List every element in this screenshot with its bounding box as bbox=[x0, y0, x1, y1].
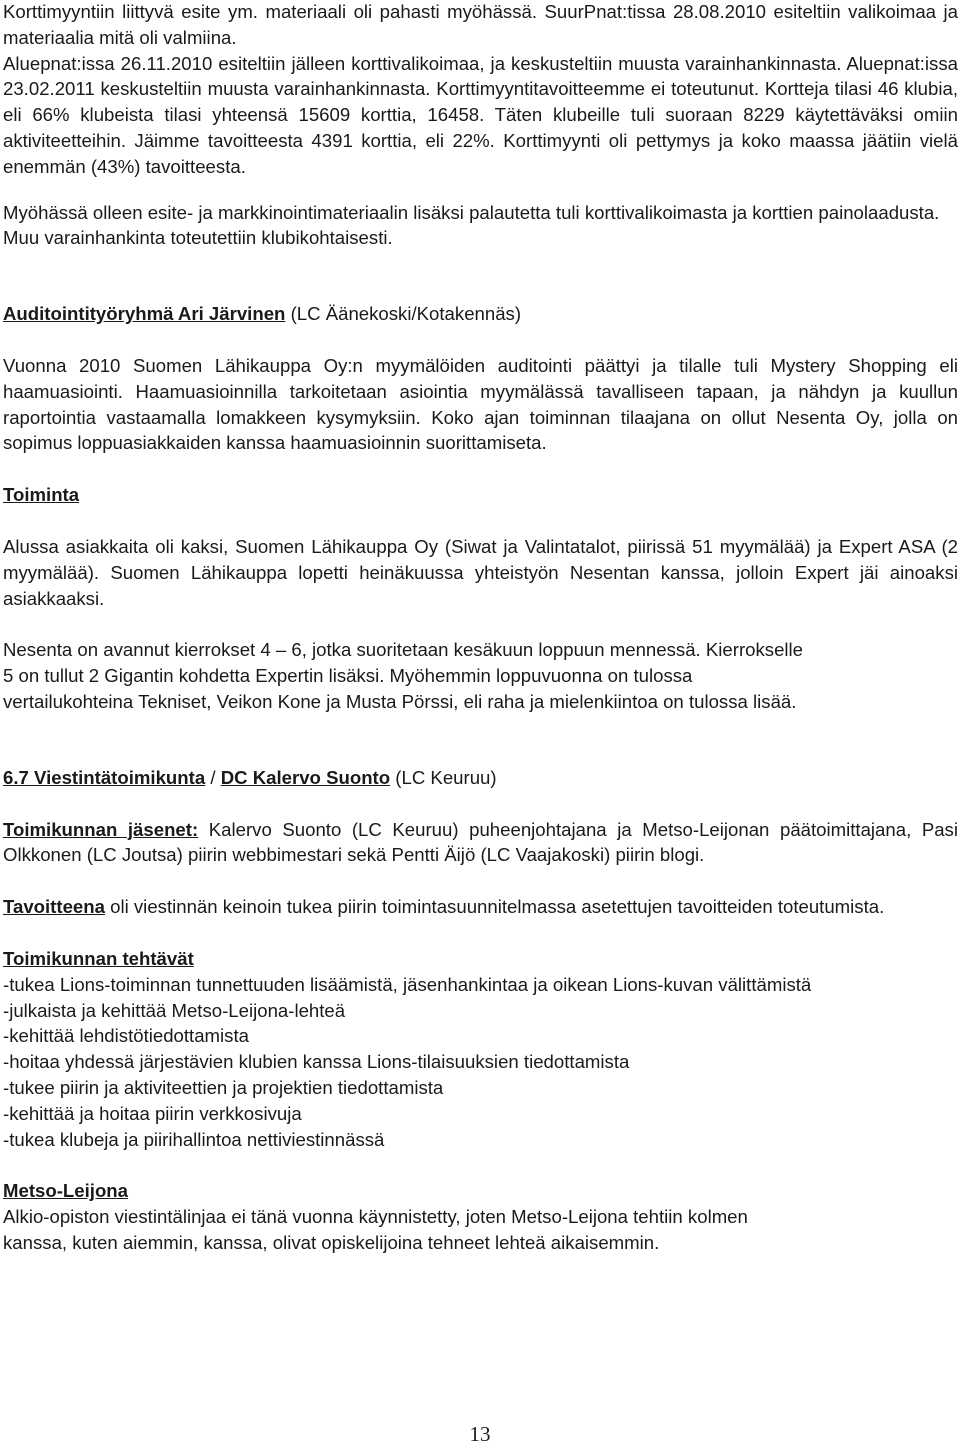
viestinta-heading-chair: DC Kalervo Suonto bbox=[220, 766, 391, 788]
tasks-heading: Toimikunnan tehtävät bbox=[3, 947, 194, 969]
paragraph-members bbox=[3, 817, 958, 869]
task-item: -tukee piirin ja aktiviteettien ja projektien tiedottamista bbox=[3, 1076, 444, 1098]
task-item: -julkaista ja kehittää Metso-Leijona-lehteä bbox=[3, 999, 346, 1021]
task-item: -tukea klubeja ja piirihallintoa nettiviestinnässä bbox=[3, 1128, 385, 1150]
paragraph-goal bbox=[3, 894, 958, 920]
paragraph-toiminta-clients: Alussa asiakkaita oli kaksi, Suomen Lähikauppa Oy (Siwat ja Valintatalot, piirissä 51 myymälää) ja Expert ASA (2 myymälää). Suomen Lähikauppa lopetti heinäkuussa yhteistyön Nesentan kanssa, jolloin Expert jäi ainoaksi asiakkaaksi. bbox=[3, 535, 958, 609]
paragraph-audit-body: Vuonna 2010 Suomen Lähikauppa Oy:n myymälöiden auditointi päättyi ja tilalle tuli Mystery Shopping eli haamuasiointi. Haamuasioinnilla tarkoitetaan asiointia myymälässä tavalliseen tapaan, ja nähdyn ja kuullun raportointia vastaamalla lomakkeen kysymyksiin. Koko ajan toiminnan tilaajana on ollut Nesenta Oy, jolla on sopimus loppuasiakkaiden kanssa haamuasioinnin suorittamiseta. bbox=[3, 354, 958, 454]
viestinta-heading-sep: / bbox=[205, 766, 221, 788]
paragraph-card-sales-intro: Korttimyyntiin liittyvä esite ym. materiaali oli pahasti myöhässä. SuurPnat:tissa 28.08.2010 esiteltiin valikoimaa ja materiaalia mitä oli valmiina. bbox=[3, 1, 958, 48]
goal-label: Tavoitteena bbox=[3, 896, 105, 918]
members-text: Kalervo Suonto (LC Keuruu) puheenjohtajana ja Metso-Leijonan päätoimittajana, Pasi Olkkonen (LC Joutsa) piirin webbimestari sekä Pentti Äijö (LC Vaajakoski) piirin blogi. bbox=[3, 818, 958, 866]
document-page bbox=[3, 0, 958, 1256]
paragraph-feedback: Myöhässä olleen esite- ja markkinointimateriaalin lisäksi palautetta tuli korttivalikoimasta ja korttien painolaadusta. bbox=[3, 201, 940, 223]
task-item: -kehittää lehdistötiedottamista bbox=[3, 1025, 249, 1047]
metso-leijona-heading: Metso-Leijona bbox=[3, 1180, 128, 1202]
audit-heading-title: Auditointityöryhmä Ari Järvinen bbox=[3, 303, 286, 325]
page-number: 13 bbox=[469, 1422, 491, 1446]
metso-leijona-line: Alkio-opiston viestintälinjaa ei tänä vuonna käynnistetty, joten Metso-Leijona tehtiin kolmen bbox=[3, 1206, 748, 1228]
task-item: -tukea Lions-toiminnan tunnettuuden lisäämistä, jäsenhankintaa ja oikean Lions-kuvan välittämistä bbox=[3, 973, 812, 995]
section-heading-viestinta bbox=[3, 765, 958, 791]
paragraph-toiminta-rounds-1: Nesenta on avannut kierrokset 4 – 6, jotka suoritetaan kesäkuun loppuun mennessä. Kierrokselle bbox=[3, 639, 804, 661]
metso-leijona-line: kanssa, kuten aiemmin, kanssa, olivat opiskelijoina tehneet lehteä aikaisemmin. bbox=[3, 1231, 660, 1253]
paragraph-toiminta-rounds-2: 5 on tullut 2 Gigantin kohdetta Expertin lisäksi. Myöhemmin loppuvuonna on tulossa bbox=[3, 665, 693, 687]
section-heading-audit bbox=[3, 301, 958, 327]
section-heading-toiminta: Toiminta bbox=[3, 484, 80, 506]
paragraph-toiminta-rounds-3: vertailukohteina Tekniset, Veikon Kone ja Musta Pörssi, eli raha ja mielenkiintoa on tulossa lisää. bbox=[3, 690, 797, 712]
viestinta-heading-club: (LC Keuruu) bbox=[390, 766, 497, 788]
paragraph-card-sales-results: Aluepnat:issa 26.11.2010 esiteltiin jälleen korttivalikoimaa, ja keskusteltiin muusta varainhankinnasta. Aluepnat:issa 23.02.2011 keskusteltiin muusta varainhankinnasta. Korttimyyntitavoitteemme ei toteutunut. Kortteja tilasi 46 klubia, eli 66% klubeista tilasi yhteensä 15609 korttia, 16458. Täten klubeille tuli suoraan 8229 käytettäväksi omiin aktiviteetteihin. Jäimme tavoitteesta 4391 korttia, eli 22%. Korttimyynti oli pettymys ja koko maassa jäätiin vielä enemmän (43%) tavoitteesta. bbox=[3, 52, 958, 177]
audit-heading-club: (LC Äänekoski/Kotakennäs) bbox=[285, 303, 522, 325]
task-item: -hoitaa yhdessä järjestävien klubien kanssa Lions-tilaisuuksien tiedottamista bbox=[3, 1051, 630, 1073]
task-item: -kehittää ja hoitaa piirin verkkosivuja bbox=[3, 1102, 302, 1124]
viestinta-heading-title: 6.7 Viestintätoimikunta bbox=[3, 766, 206, 788]
paragraph-other-fundraising: Muu varainhankinta toteutettiin klubikohtaisesti. bbox=[3, 227, 393, 249]
goal-text: oli viestinnän keinoin tukea piirin toimintasuunnitelmassa asetettujen tavoitteiden toteutumista. bbox=[104, 896, 885, 918]
members-label: Toimikunnan jäsenet: bbox=[3, 818, 199, 840]
